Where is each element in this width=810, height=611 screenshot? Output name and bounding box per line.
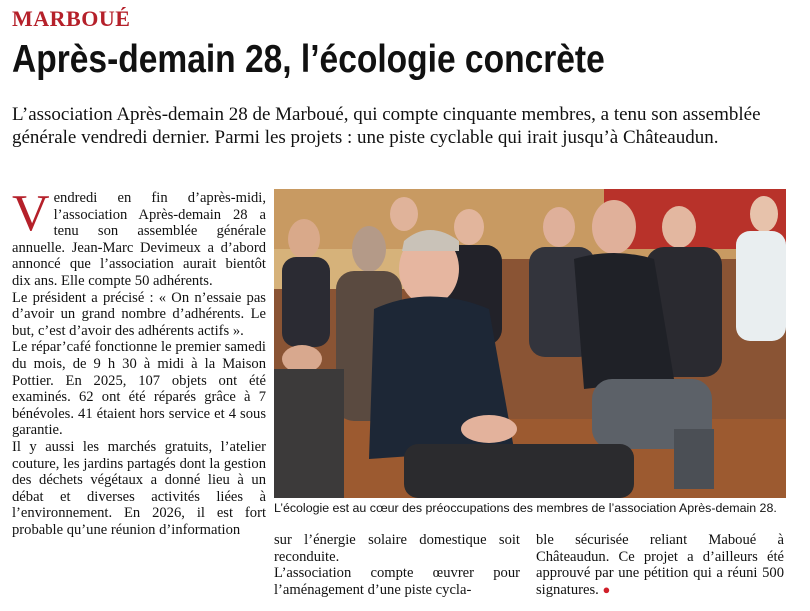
photo-caption: L’écologie est au cœur des préoccupations des membres de l’association Après-demain 28. — [274, 501, 777, 515]
paragraph — [536, 532, 784, 598]
paragraph — [12, 185, 266, 290]
column-3 — [536, 532, 784, 598]
meeting-photo-illustration — [274, 189, 786, 498]
paragraph: Le président a précisé : « On n’essaie pas d’avoir un grand nombre d’adhérents. Le but, c’est d’avoir des adhérents actifs ». — [12, 289, 266, 339]
paragraph: Il y aussi les marchés gratuits, l’atelier couture, les jardins partagés dont la gestion des déchets végétaux a donné lieu à un débat et diverses activités liées à l’environnement. En 2026, il est fort probable qu’une réunion d’information — [12, 438, 266, 538]
column-1 — [12, 185, 266, 538]
column-2 — [274, 532, 520, 598]
end-mark: ● — [602, 581, 611, 597]
paragraph: sur l’énergie solaire domestique soit reconduite. — [274, 532, 520, 565]
article-photo — [274, 189, 786, 498]
section-kicker: MARBOUÉ — [12, 6, 131, 31]
paragraph: L’association compte œuvrer pour l’aménagement d’une piste cycla- — [274, 565, 520, 598]
paragraph-text: endredi en fin d’après-midi, l’association Après-demain 28 a tenu son assemblée générale annuelle. Jean-Marc Devimeux a d’abord annoncé que l’association aurait bientôt dix ans. Elle compte 50 adhérents. — [12, 190, 266, 289]
paragraph-text: ble sécurisée reliant Maboué à Châteaudun. Ce projet a d’ailleurs été approuvé par une pétition qui a réuni 500 signatures. — [536, 532, 784, 598]
lede: L’association Après-demain 28 de Marboué, qui compte cinquante membres, a tenu son assemblée générale vendredi dernier. Parmi les projets : une piste cyclable qui irait jusqu’à Châteaudun. — [12, 104, 761, 148]
paragraph: Le répar’café fonctionne le premier samedi du mois, de 9 h 30 à midi à la Maison Pottier. En 2025, 107 objets ont été examinés. 62 ont été réparés grâce à 7 bénévoles. 41 étaient hors service et 4 sous garantie. — [12, 339, 266, 439]
headline: Après-demain 28, l’écologie concrète — [12, 38, 605, 81]
dropcap: V — [12, 185, 50, 242]
